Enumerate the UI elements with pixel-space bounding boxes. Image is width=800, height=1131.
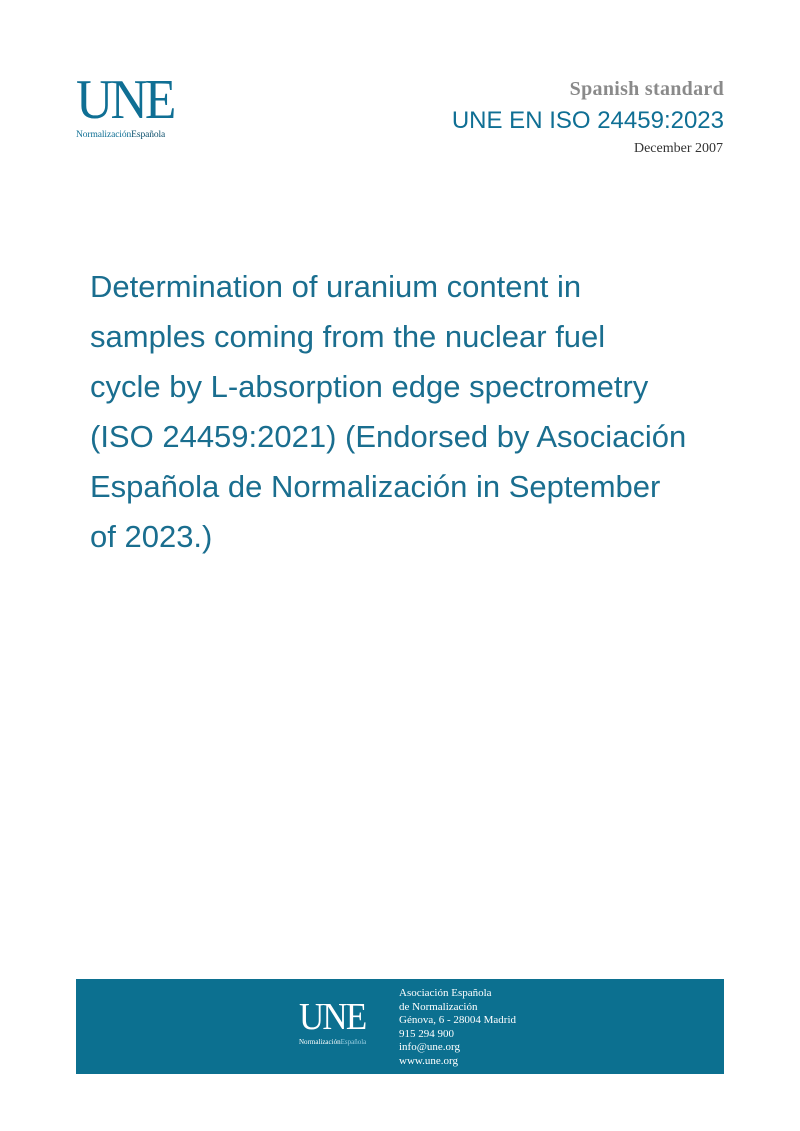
standard-code: UNE EN ISO 24459:2023 — [451, 107, 724, 134]
logo-sub-a: Normalización — [76, 130, 132, 140]
document-title — [90, 262, 750, 562]
document-meta — [452, 78, 724, 157]
footer-logo-sub-b: Española — [340, 1038, 367, 1046]
une-logo — [76, 69, 216, 140]
footer-logo-subtitle — [299, 1038, 371, 1046]
title-line: Determination of uranium content in — [90, 269, 582, 304]
title-line: Española de Normalización in September — [90, 469, 661, 504]
footer-logo-mark: UNE — [299, 996, 366, 1038]
website-link[interactable]: www.une.org — [399, 1054, 458, 1067]
footer-logo-sub-a: Normalización — [299, 1038, 341, 1046]
email-link[interactable]: info@une.org — [399, 1041, 460, 1053]
address: Génova, 6 - 28004 Madrid — [399, 1014, 517, 1026]
logo-sub-b: Española — [131, 130, 166, 140]
logo-mark: UNE — [76, 69, 174, 131]
standard-kind: Spanish standard — [569, 78, 724, 100]
title-line: (ISO 24459:2021) (Endorsed by Asociación — [90, 419, 687, 454]
title-line: samples coming from the nuclear fuel — [90, 319, 606, 354]
org-name-line: Asociación Española — [399, 987, 492, 999]
footer-contact — [399, 987, 516, 1068]
footer-logo — [299, 996, 371, 1046]
logo-subtitle — [76, 130, 216, 140]
phone: 915 294 900 — [399, 1027, 454, 1040]
footer-banner — [76, 979, 724, 1074]
title-line: cycle by L-absorption edge spectrometry — [90, 369, 649, 404]
org-name-line: de Normalización — [399, 1000, 478, 1013]
standard-date: December 2007 — [633, 141, 723, 156]
title-line: of 2023.) — [90, 519, 213, 554]
